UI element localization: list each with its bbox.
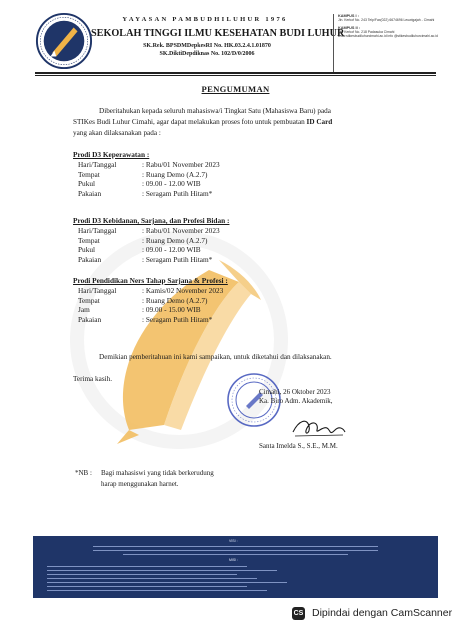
note-label: *NB : — [75, 469, 92, 477]
place-date: Cimahi, 26 Oktober 2023 — [259, 388, 331, 396]
schedule-row: Pukul : 09.00 - 12.00 WIB — [78, 179, 201, 188]
campus-1-address: Jln. Kerkof No. 243 Telp/Fax(022) 6674696 Leuwigajah - Cimahi — [338, 18, 435, 23]
closing-thanks: Terima kasih. — [73, 375, 113, 383]
vision-label: VISI : — [229, 539, 238, 543]
campus-1-title: KAMPUS I : — [338, 14, 359, 18]
footer-text-line — [123, 554, 348, 555]
footer-text-line — [47, 586, 247, 587]
school-logo — [35, 12, 93, 70]
section-heading: Prodi D3 Keperawatan : — [73, 150, 150, 159]
camscanner-label: Dipindai dengan CamScanner — [312, 607, 453, 619]
schedule-row: Jam : 09.00 - 15.00 WIB — [78, 305, 201, 314]
campus-2-address: Jln. Kerkof No. 218 Padasuka Cimahi www.stikesbudiluhurcimahi.ac.id info @stikesbudiluhurcimahi.ac.id — [338, 29, 438, 39]
section-heading: Prodi D3 Kebidanan, Sarjana, dan Profesi Bidan : — [73, 216, 230, 225]
notice-title: PENGUMUMAN — [201, 84, 270, 94]
header-rule — [35, 72, 436, 74]
notice-intro — [73, 106, 418, 139]
schedule-row: Pakaian : Seragam Putih Hitam* — [78, 254, 213, 264]
note — [75, 468, 214, 490]
intro-line-3: yang akan dilaksanakan pada : — [73, 129, 161, 137]
schedule-section — [73, 276, 403, 324]
schedule-row: Hari/Tanggal : Rabu/01 November 2023 — [78, 160, 220, 169]
signature-block — [259, 388, 333, 406]
section-heading: Prodi Pendidikan Ners Tahap Sarjana & Profesi : — [73, 276, 228, 285]
signer-office: Ka. Biro Adm. Akademik, — [259, 397, 333, 405]
closing-paragraph: Demikian pemberitahuan ini kami sampaikan, untuk diketahui dan dilaksanakan. — [99, 353, 332, 361]
note-line-2: harap menggunakan harnet. — [101, 480, 179, 488]
footer-text-line — [47, 566, 247, 567]
schedule-row: Pakaian : Seragam Putih Hitam* — [78, 188, 213, 198]
sk-line-2: SK.DiktiDepdiknas No. 102/D/0/2006 — [159, 51, 255, 57]
id-card-text: ID Card — [306, 118, 333, 126]
schedule-row: Pakaian : Seragam Putih Hitam* — [78, 314, 213, 324]
sk-line-1: SK.Rek. BPSDMDepkesRI No. HK.03.2.4.1.01870 — [143, 43, 271, 49]
signer-name: Santa Imelda S., S.E., M.M. — [259, 442, 338, 450]
campus-2-title: KAMPUS II : — [338, 25, 360, 30]
schedule-row: Tempat : Ruang Demo (A.2.7) — [78, 295, 208, 305]
footer-text-line — [93, 546, 378, 547]
footer-text-line — [47, 582, 287, 583]
schedule-row: Hari/Tanggal : Kamis/02 November 2023 — [78, 286, 224, 295]
footer-text-line — [47, 570, 277, 571]
mission-label: MISI : — [229, 558, 239, 562]
camscanner-icon: CS — [292, 607, 305, 620]
schedule-row: Hari/Tanggal : Rabu/01 November 2023 — [78, 226, 220, 235]
school-name: SEKOLAH TINGGI ILMU KESEHATAN BUDI LUHUR — [91, 28, 345, 39]
header-rule-thin — [35, 75, 436, 76]
footer-text-line — [47, 590, 267, 591]
intro-line-1: Diberitahukan kepada seluruh mahasiswa/i Tingkat Satu (Mahasiswa Baru) pada — [99, 107, 331, 115]
note-line-1: Bagi mahasiswi yang tidak berkerudung — [101, 469, 214, 477]
footer-text-line — [47, 578, 257, 579]
registration-numbers — [95, 42, 319, 58]
schedule-row: Tempat : Ruang Demo (A.2.7) — [78, 235, 208, 245]
schedule-section — [73, 216, 403, 264]
intro-line-2: STIKes Budi Luhur Cimahi, agar dapat melakukan proses foto untuk pembuatan ID Card — [73, 118, 333, 126]
handwritten-signature — [289, 414, 349, 440]
document-page — [33, 8, 438, 598]
schedule-section — [73, 150, 403, 198]
campus-addresses — [333, 14, 438, 72]
footer-text-line — [93, 550, 378, 551]
foundation-name: YAYASAN PAMBUDHILUHUR 1976 — [122, 16, 288, 23]
footer-band — [33, 536, 438, 598]
footer-text-line — [47, 574, 237, 575]
schedule-row: Pukul : 09.00 - 12.00 WIB — [78, 245, 201, 254]
schedule-row: Tempat : Ruang Demo (A.2.7) — [78, 169, 208, 179]
